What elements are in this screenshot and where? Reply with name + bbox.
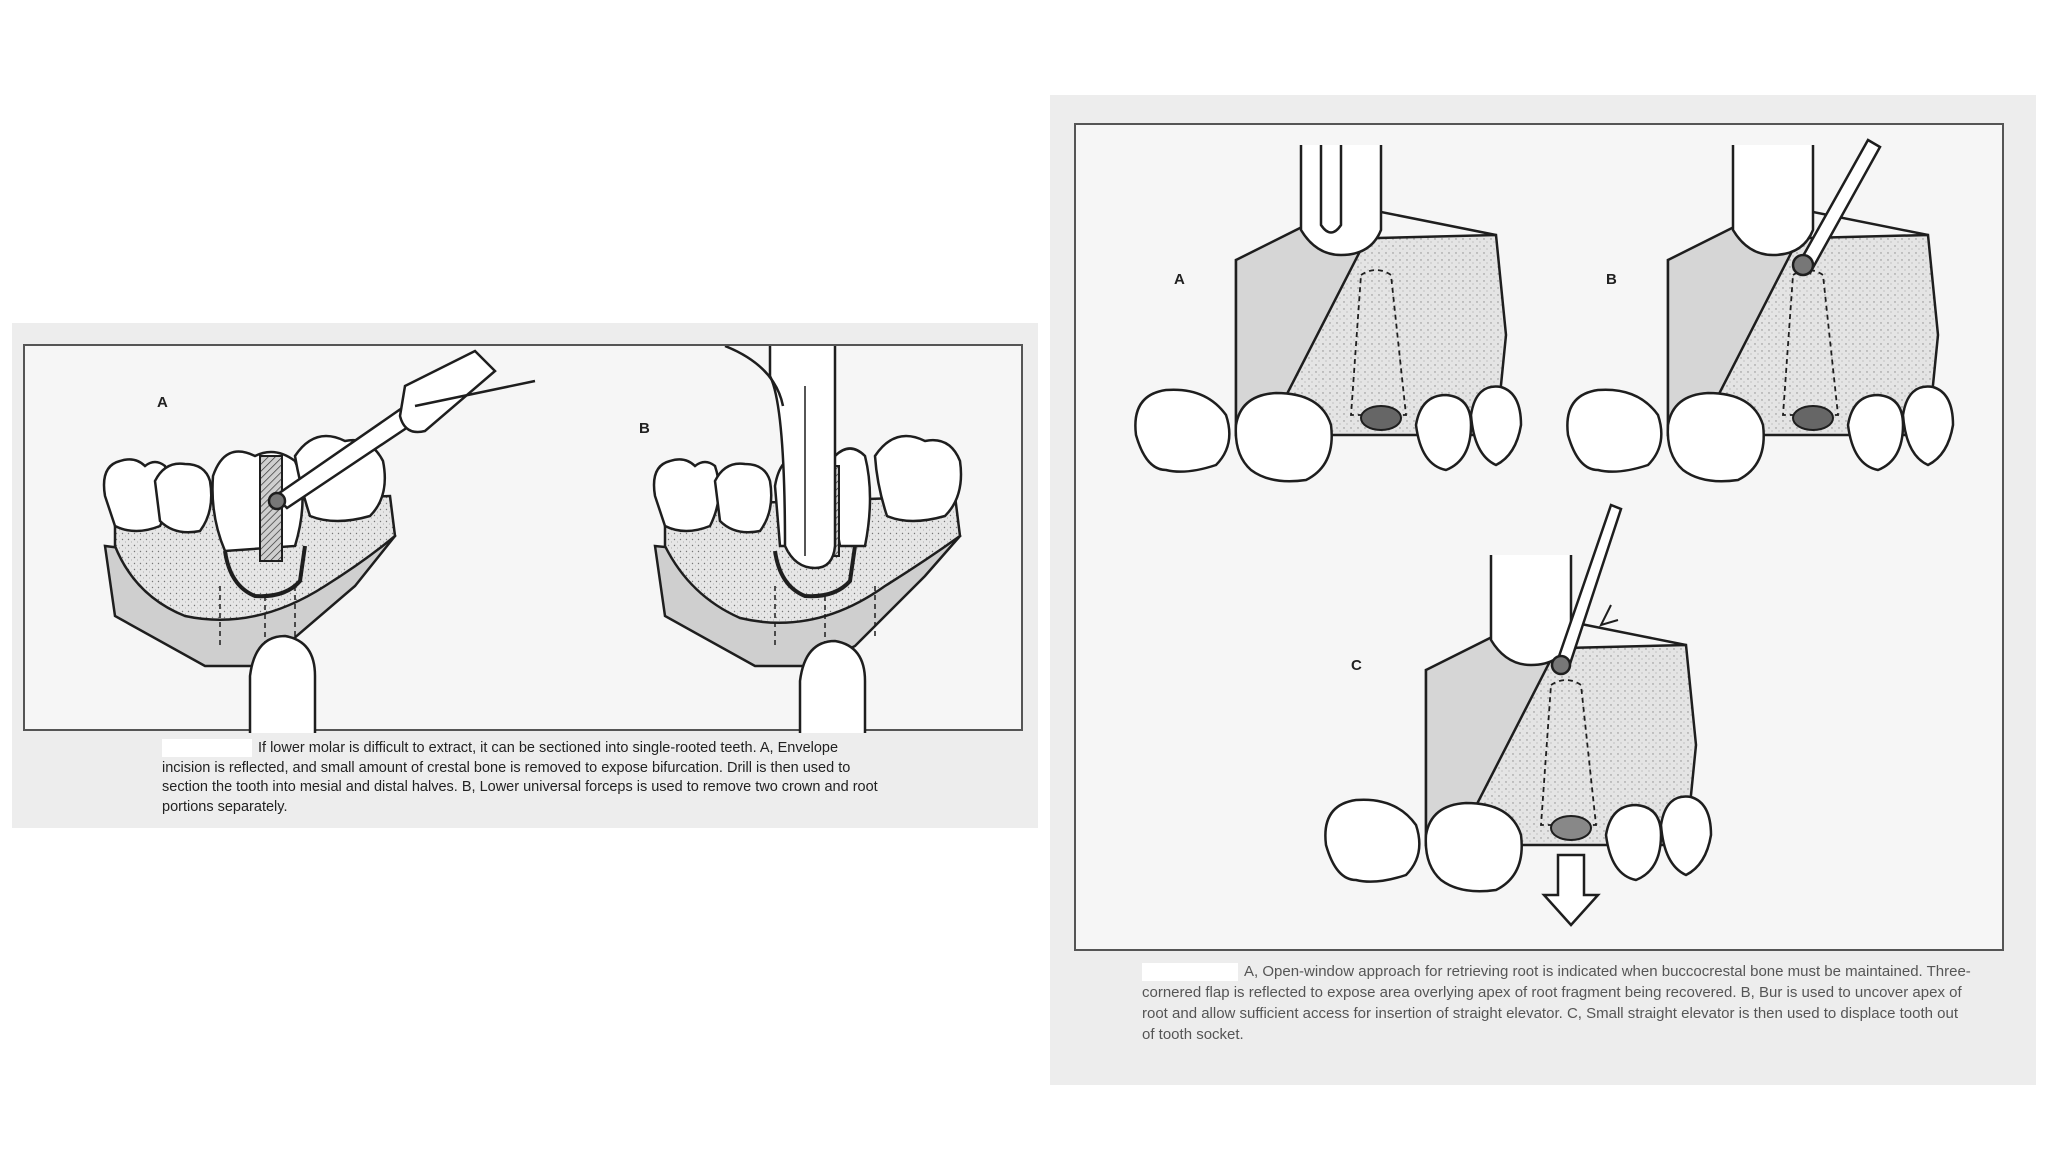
figure-caption — [162, 739, 882, 817]
open-window-root-retrieval-figure — [1050, 95, 2036, 1085]
molar-sectioning-illustration-frame — [23, 344, 1023, 731]
panel-c-direction-arrow-small — [1601, 605, 1618, 625]
panel-b-retractor — [1733, 145, 1813, 255]
caption-text: A, Open-window approach for retrieving root is indicated when buccocrestal bone must be maintained. Three-cornered flap is reflected to expose area overlying apex of root fragment being recovered. B, Bur is used to uncover apex of root and allow sufficient access for insertion of straight elevator. C, Small straight elevator is then used to displace tooth out of tooth socket. — [1142, 963, 1971, 1043]
panel-label-c: C — [1351, 657, 1362, 674]
panel-label-b: B — [1606, 271, 1617, 288]
panel-c-down-arrow — [1544, 855, 1598, 925]
figure-caption — [1142, 961, 1974, 1045]
panel-c-retractor — [1491, 555, 1571, 665]
caption-text: If lower molar is difficult to extract, it can be sectioned into single-rooted teeth. A, Envelope incision is reflected, and small amount of crestal bone is removed to expose bifurcation. Drill is then used to section the tooth into mesial and distal halves. B, Lower universal forceps is used to remove two crown and root portions separately. — [162, 740, 878, 815]
figure-number-redaction — [162, 739, 252, 757]
panel-b-retractor — [800, 641, 865, 733]
figure-number-redaction — [1142, 963, 1238, 981]
panel-a-retractor — [250, 636, 315, 733]
open-window-illustration-frame — [1074, 123, 2004, 951]
panel-a-retractor — [1301, 145, 1381, 255]
molar-sectioning-figure — [12, 323, 1038, 828]
panel-label-b: B — [639, 420, 650, 437]
panel-label-a: A — [157, 394, 168, 411]
open-window-illustration — [1076, 125, 2006, 953]
panel-a-drill — [269, 351, 535, 509]
molar-sectioning-illustration — [25, 346, 1025, 733]
panel-label-a: A — [1174, 271, 1185, 288]
